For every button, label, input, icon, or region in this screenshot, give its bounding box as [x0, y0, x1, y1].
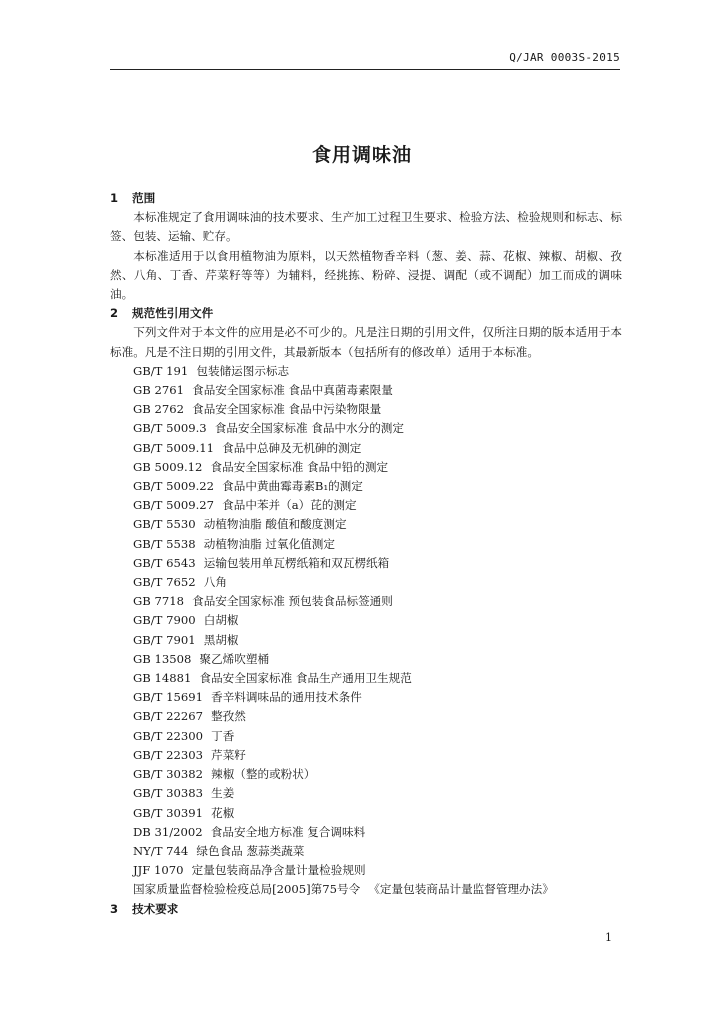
reference-title: 香辛料调味品的通用技术条件	[211, 690, 362, 705]
reference-code: GB/T 30382	[133, 767, 203, 782]
reference-title: 食品安全地方标准 复合调味料	[210, 824, 366, 839]
reference-title: 运输包装用单瓦楞纸箱和双瓦楞纸箱	[203, 555, 390, 570]
reference-item	[110, 688, 622, 707]
reference-title: 食品安全国家标准 食品中铅的测定	[210, 459, 389, 474]
reference-title: 食品安全国家标准 食品中污染物限量	[192, 402, 382, 417]
reference-title: 包装储运图示标志	[196, 363, 290, 378]
reference-title: 花椒	[211, 805, 235, 820]
reference-item	[110, 400, 622, 419]
reference-code: GB/T 191	[133, 363, 189, 378]
reference-code: GB 2762	[133, 402, 184, 417]
reference-code: GB/T 5009.11	[133, 440, 215, 455]
reference-title: 食品安全国家标准 食品中真菌毒素限量	[192, 383, 393, 398]
standard-code: Q/JAR 0003S-2015	[509, 51, 620, 64]
reference-item	[110, 784, 622, 803]
reference-item	[110, 439, 622, 458]
reference-title: 食品安全国家标准 食品中水分的测定	[214, 421, 404, 436]
document-body	[110, 189, 622, 919]
reference-item	[110, 515, 622, 534]
reference-title: 动植物油脂 过氧化值测定	[203, 536, 335, 551]
reference-item	[110, 746, 622, 765]
reference-item	[110, 631, 622, 650]
reference-list	[110, 362, 622, 900]
section-2-heading	[110, 304, 622, 323]
reference-item	[110, 861, 622, 880]
reference-item	[110, 669, 622, 688]
reference-code: GB/T 30391	[133, 805, 203, 820]
scope-paragraph: 本标准规定了食用调味油的技术要求、生产加工过程卫生要求、检验方法、检验规则和标志、标签、包装、运输、贮存。	[110, 210, 622, 244]
reference-item	[110, 650, 622, 669]
reference-code: GB/T 5009.3	[133, 421, 207, 436]
reference-item	[110, 477, 622, 496]
reference-title: 丁香	[211, 728, 235, 743]
reference-code: GB/T 22267	[133, 709, 203, 724]
reference-title: 食品安全国家标准 食品生产通用卫生规范	[199, 671, 412, 686]
reference-code: GB/T 5009.22	[133, 479, 215, 494]
reference-title: 绿色食品 葱蒜类蔬菜	[196, 843, 305, 858]
reference-item	[110, 496, 622, 515]
reference-title: 动植物油脂 酸值和酸度测定	[203, 517, 347, 532]
reference-code: GB/T 5009.27	[133, 498, 215, 513]
reference-item	[110, 804, 622, 823]
reference-item	[110, 362, 622, 381]
reference-code: GB/T 22300	[133, 728, 203, 743]
reference-title: 芹菜籽	[211, 747, 246, 762]
section-number: 1	[110, 191, 119, 205]
reference-item	[110, 727, 622, 746]
reference-code: GB 14881	[133, 671, 192, 686]
reference-title: 食品安全国家标准 预包装食品标签通则	[192, 594, 393, 609]
reference-item	[110, 554, 622, 573]
reference-item	[110, 880, 622, 899]
reference-code: GB 5009.12	[133, 459, 203, 474]
reference-item	[110, 765, 622, 784]
reference-code: GB 13508	[133, 651, 192, 666]
section-1-heading	[110, 189, 622, 208]
reference-item	[110, 592, 622, 611]
reference-title: 白胡椒	[203, 613, 239, 628]
reference-item	[110, 707, 622, 726]
reference-title: 生姜	[211, 786, 235, 801]
reference-code: JJF 1070	[133, 863, 184, 878]
reference-code: GB/T 6543	[133, 555, 196, 570]
reference-item	[110, 842, 622, 861]
reference-item	[110, 611, 622, 630]
document-title: 食用调味油	[311, 144, 412, 166]
reference-title: 定量包装商品净含量计量检验规则	[191, 863, 366, 878]
reference-title: 《定量包装商品计量监督管理办法》	[368, 882, 554, 897]
reference-title: 聚乙烯吹塑桶	[199, 651, 270, 666]
reference-title: 食品中总砷及无机砷的测定	[222, 440, 362, 455]
reference-title: 黑胡椒	[203, 632, 239, 647]
reference-item	[110, 381, 622, 400]
page-number: 1	[605, 931, 612, 944]
header-rule	[110, 69, 620, 70]
reference-code: GB/T 5538	[133, 536, 196, 551]
reference-item	[110, 458, 622, 477]
reference-code: GB/T 30383	[133, 786, 203, 801]
reference-item	[110, 535, 622, 554]
reference-code: DB 31/2002	[133, 824, 203, 839]
reference-title: 食品中苯并（a）芘的测定	[222, 498, 357, 513]
reference-code: GB/T 7900	[133, 613, 196, 628]
reference-code: GB 2761	[133, 383, 184, 398]
reference-item	[110, 419, 622, 438]
reference-code: GB 7718	[133, 594, 184, 609]
section-3-heading	[110, 900, 622, 919]
reference-code: GB/T 7901	[133, 632, 196, 647]
reference-code: GB/T 7652	[133, 575, 196, 590]
section-number: 3	[110, 901, 119, 916]
section-number: 2	[110, 306, 119, 321]
references-intro: 下列文件对于本文件的应用是必不可少的。凡是注日期的引用文件，仅所注日期的版本适用于本标准。凡是不注日期的引用文件，其最新版本（包括所有的修改单）适用于本标准。	[110, 325, 622, 359]
section-title: 技术要求	[132, 901, 179, 916]
reference-code: GB/T 5530	[133, 517, 196, 532]
reference-item	[110, 573, 622, 592]
reference-title: 食品中黄曲霉毒素B₁的测定	[222, 479, 363, 494]
section-title: 范围	[132, 191, 156, 205]
reference-title: 辣椒（整的或粉状）	[211, 767, 316, 782]
reference-title: 八角	[203, 575, 227, 590]
reference-code: NY/T 744	[133, 843, 189, 858]
reference-title: 整孜然	[211, 709, 246, 724]
reference-code: 国家质量监督检验检疫总局[2005]第75号令	[133, 882, 361, 897]
reference-code: GB/T 22303	[133, 747, 203, 762]
applicability-paragraph: 本标准适用于以食用植物油为原料，以天然植物香辛料（葱、姜、蒜、花椒、辣椒、胡椒、孜然、八角、丁香、芹菜籽等等）为辅料，经挑拣、粉碎、浸提、调配（或不调配）加工而成的调味油。	[110, 248, 622, 302]
reference-code: GB/T 15691	[133, 690, 203, 705]
section-title: 规范性引用文件	[132, 306, 214, 321]
reference-item	[110, 823, 622, 842]
